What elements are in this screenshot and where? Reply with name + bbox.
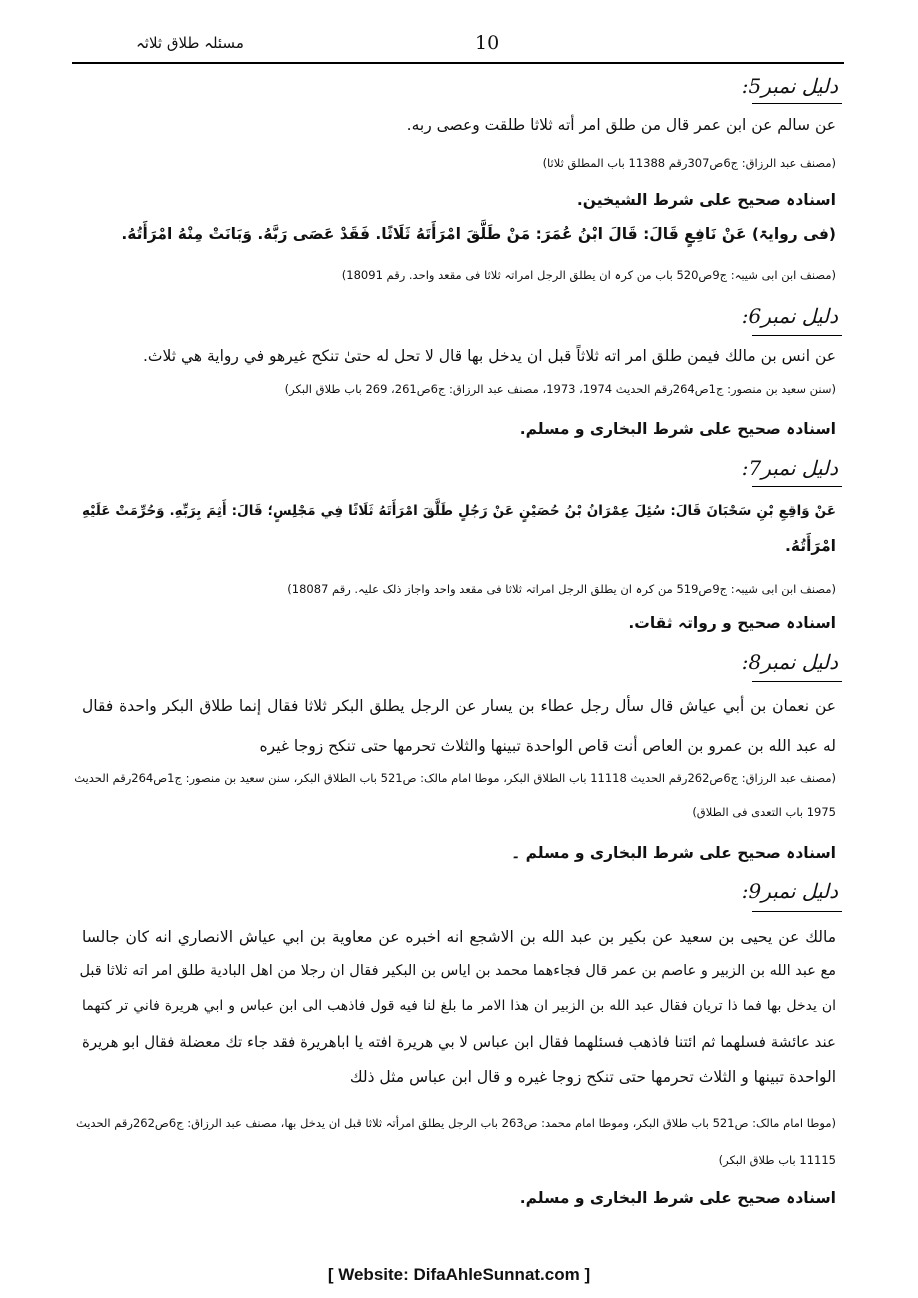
page-header (70, 28, 845, 64)
reference: (مصنف عبد الرزاق: ج6ص262رقم الحدیث 11118 باب الطلاق البکر، موطا امام مالک: ص521 باب الطلاق البکر، سنن سعید بن منصور: ج1ص264رقم الحدیث (74, 771, 836, 785)
reference: (مصنف عبد الرزاق: ج6ص307رقم 11388 باب المطلق ثلاثا) (542, 156, 836, 170)
reference: (مصنف ابن ابی شیبہ: ج9ص520 باب من کرہ ان یطلق الرجل امراتہ ثلاثا فی مقعد واحد. رقم 18091) (341, 268, 836, 282)
hadith-text: امْرَأَتُهُ. (785, 537, 836, 555)
isnad-grading: اسنادہ صحیح علی شرط البخاری و مسلم ۔ (511, 844, 836, 862)
section-heading: دلیل نمبر7: (741, 456, 838, 480)
hadith-text: مالك عن يحيى بن سعيد عن بكير بن عبد الله بن الاشجع انه اخبره عن معاوية بن ابي عياش الانصاري انه كان جالسا (82, 928, 836, 946)
header-rule (72, 62, 844, 64)
section-heading: دلیل نمبر6: (741, 304, 838, 328)
hadith-text: عن سالم عن ابن عمر قال من طلق امر أته ثلاثا طلقت وعصى ربه. (406, 116, 836, 134)
hadith-text: له عبد الله بن عمرو بن العاص أنت قاص الواحدة تبينها والثلاث تحرمها حتى تنكح زوجا غيره (259, 737, 836, 755)
reference: (موطا امام مالک: ص521 باب طلاق البکر، وموطا امام محمد: ص263 باب الرجل یطلق امرأتہ ثلاثا قبل ان یدخل بھا، مصنف عبد الرزاق: ج6ص262رقم الحدیث (75, 1116, 836, 1130)
hadith-text: الواحدة تبينها و الثلاث تحرمها حتى تنكح زوجا غيره و قال ابن عباس مثل ذلك (349, 1068, 836, 1086)
hadith-text: عن نعمان بن أبي عياش قال سأل رجل عطاء بن يسار عن الرجل يطلق البكر ثلاثا فقال إنما طلاق البكر واحدة فقال (82, 697, 836, 715)
reference: 11115 باب طلاق البکر) (718, 1153, 836, 1167)
hadith-text: مع عبد الله بن الزبير و عاصم بن عمر قال فجاءهما محمد بن اياس بن البكير فقال ان رجلا من اهل البادية طلق امر اته ثلاثا قبل (79, 963, 836, 979)
isnad-grading: اسنادہ صحیح و رواتہ ثقات. (628, 614, 836, 632)
section-heading: دلیل نمبر9: (741, 879, 838, 903)
website-footer: [ Website: DifaAhleSunnat.com ] (327, 1265, 591, 1284)
hadith-text: عند عائشة فسلهما ثم ائتنا فاذهب فسئلهما فقال ابن عباس لا بي هريرة افته يا اباهريرة فقد جاء تك معضلة فقال ابو هريرة (82, 1033, 836, 1051)
heading-underline (752, 486, 842, 487)
hadith-text: عن انس بن مالك فيمن طلق امر اته ثلاثاً قبل ان يدخل بها قال لا تحل له حتیٰ تنكح غيرهو في رواية هي ثلاث. (142, 347, 836, 365)
hadith-text: ان يدخل بها فما ذا تريان فقال عبد الله بن الزبير ان هذا الامر ما بلغ لنا فيه قول فاذهب الى ابن عباس و ابي هريرة فاني تر كتهما (82, 998, 836, 1014)
reference: 1975 باب التعدی فی الطلاق) (692, 805, 836, 819)
heading-underline (752, 103, 842, 104)
page-number: 10 (475, 32, 500, 54)
isnad-grading: اسنادہ صحیح علی شرط الشیخین. (576, 191, 836, 209)
book-title: مسئلہ طلاق ثلاثہ (136, 34, 244, 52)
isnad-grading: اسنادہ صحیح علی شرط البخاری و مسلم. (519, 420, 836, 438)
section-heading: دلیل نمبر5: (741, 74, 838, 98)
heading-underline (752, 681, 842, 682)
isnad-grading: اسنادہ صحیح علی شرط البخاری و مسلم. (519, 1189, 836, 1207)
heading-underline (752, 335, 842, 336)
reference: (مصنف ابن ابی شیبہ: ج9ص519 من کرہ ان یطلق الرجل امراتہ ثلاثا فی مقعد واحد واجاز ذلک علیہ. رقم 18087) (287, 582, 836, 596)
hadith-text: (فی روایۃ) عَنْ نَافِعٍ قَالَ: قَالَ ابْنُ عُمَرَ: مَنْ طَلَّقَ امْرَأَتَهُ ثَلَاثًا. فَقَدْ عَصَى رَبَّهُ. وَبَانَتْ مِنْهُ امْرَأَتُهُ. (121, 225, 836, 243)
reference: (سنن سعید بن منصور: ج1ص264رقم الحدیث 1974، 1973، مصنف عبد الرزاق: ج6ص261، 269 باب طلاق البکر) (284, 382, 836, 396)
section-heading: دلیل نمبر8: (741, 650, 838, 674)
hadith-text: عَنْ وَاقِعِ بْنِ سَحْبَانَ قَالَ: سُئِلَ عِمْرَانُ بْنُ حُصَيْنٍ عَنْ رَجُلٍ طَلَّقَ امْرَأَتَهُ ثَلَاثًا فِي مَجْلِسٍ؛ قَالَ: أَثِمَ بِرَبِّهِ. وَحُرِّمَتْ عَلَيْهِ (82, 503, 836, 519)
heading-underline (752, 911, 842, 912)
